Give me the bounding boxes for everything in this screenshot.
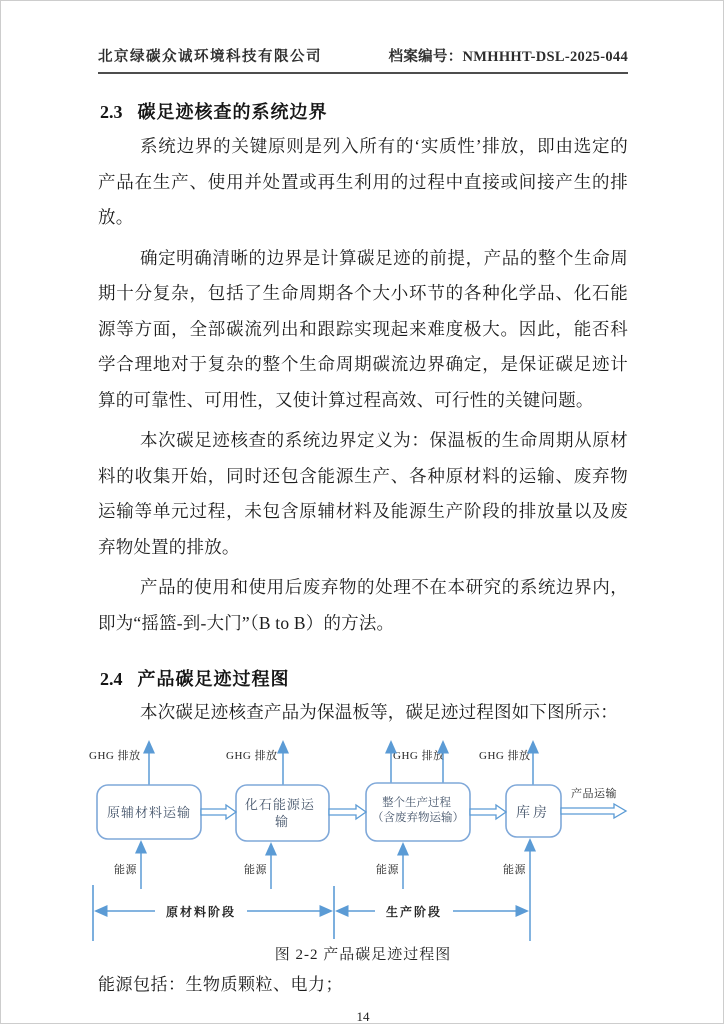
ghg-emission-label: GHG 排放 bbox=[226, 749, 278, 762]
energy-label: 能源 bbox=[244, 863, 267, 876]
phase-label-raw-material: 原材料阶段 bbox=[165, 904, 237, 919]
ghg-emission-label: GHG 排放 bbox=[479, 749, 531, 762]
section-2-3-heading bbox=[100, 98, 628, 124]
flow-connector-arrow bbox=[329, 805, 366, 819]
process-box-fossil-energy-transport bbox=[236, 785, 329, 841]
ghg-emission-label: GHG 排放 bbox=[393, 749, 445, 762]
process-box-label: 化石能源运 输 bbox=[244, 796, 315, 829]
process-box-label: 库房 bbox=[516, 805, 550, 821]
page-header bbox=[98, 45, 628, 74]
phase-label-production: 生产阶段 bbox=[385, 904, 443, 919]
flow-connector-arrow bbox=[470, 805, 506, 819]
paragraph-system-boundary-principle: 系统边界的关键原则是列入所有的‘实质性’排放，即由选定的产品在生产、使用并处置或再生利用的过程中直接或间接产生的排放。 bbox=[98, 136, 628, 227]
flow-connector-arrow bbox=[201, 805, 236, 819]
archive-number: 档案编号：NMHHHT-DSL-2025-044 bbox=[388, 49, 628, 65]
section-2-4-title: 产品碳足迹过程图 bbox=[137, 669, 290, 689]
company-name: 北京绿碳众诚环境科技有限公司 bbox=[98, 49, 322, 65]
product-transport-label: 产品运输 bbox=[571, 787, 617, 800]
energy-footnote: 能源包括：生物质颗粒、电力； bbox=[98, 974, 343, 994]
carbon-footprint-flow-diagram bbox=[89, 733, 649, 945]
process-box-label: 整个生产过程 （含废弃物运输） bbox=[372, 796, 464, 824]
process-box-label: 原辅材料运输 bbox=[106, 804, 192, 820]
figure-caption: 图 2-2 产品碳足迹过程图 bbox=[274, 946, 452, 963]
energy-label: 能源 bbox=[114, 863, 137, 876]
section-2-3-title: 碳足迹核查的系统边界 bbox=[137, 102, 328, 122]
product-output-arrow bbox=[561, 804, 626, 818]
section-2-3-number: 2.3 bbox=[100, 102, 123, 122]
energy-label: 能源 bbox=[376, 863, 399, 876]
section-2-4-heading bbox=[100, 665, 628, 691]
ghg-emission-label: GHG 排放 bbox=[89, 749, 141, 762]
energy-label: 能源 bbox=[503, 863, 526, 876]
page-number: 14 bbox=[356, 1008, 370, 1024]
paragraph-diagram-intro: 本次碳足迹核查产品为保温板等，碳足迹过程图如下图所示： bbox=[140, 702, 618, 722]
paragraph-b-to-b-method: 产品的使用和使用后废弃物的处理不在本研究的系统边界内，即为“摇篮-到-大门”（B to B）的方法。 bbox=[98, 577, 628, 633]
paragraph-boundary-complexity: 确定明确清晰的边界是计算碳足迹的前提，产品的整个生命周期十分复杂，包括了生命周期各个大小环节的各种化学品、化石能源等方面，全部碳流列出和跟踪实现起来难度极大。因此，能否科学合理地对于复杂的整个生命周期碳流边界确定，是保证碳足迹计算的可靠性、可用性，又使计算过程高效、可行性的关键问题。 bbox=[98, 247, 628, 410]
section-2-4-number: 2.4 bbox=[100, 669, 123, 689]
paragraph-boundary-definition: 本次碳足迹核查的系统边界定义为：保温板的生命周期从原材料的收集开始，同时还包含能源生产、各种原材料的运输、废弃物运输等单元过程，未包含原辅材料及能源生产阶段的排放量以及废弃物处置的排放。 bbox=[98, 430, 628, 557]
